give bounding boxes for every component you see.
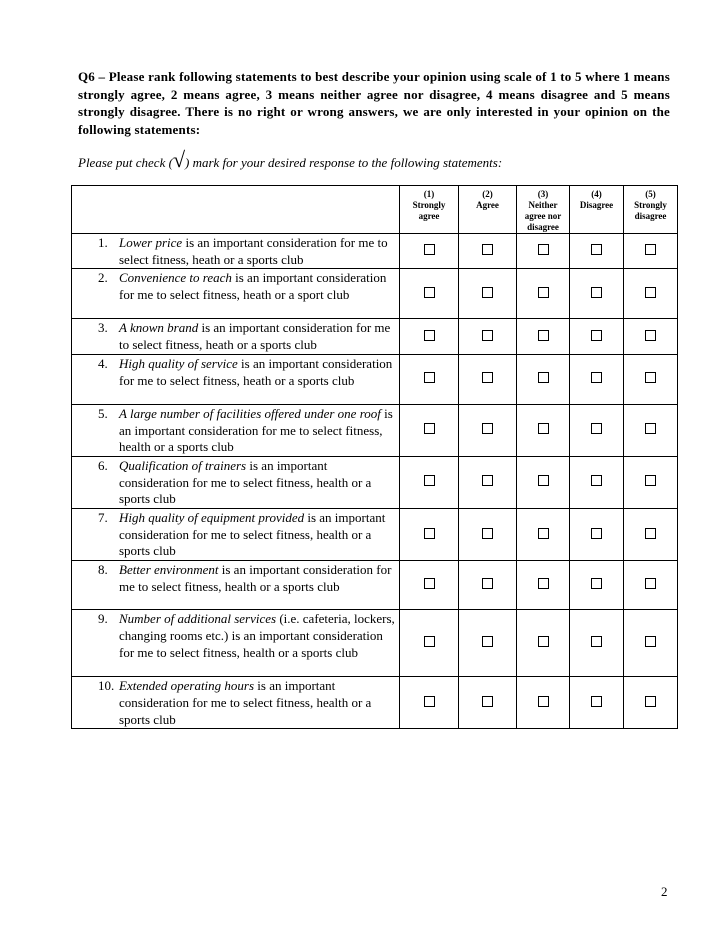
scale-header-line: (5) bbox=[645, 189, 656, 199]
response-checkbox-3[interactable] bbox=[538, 696, 549, 707]
response-checkbox-1[interactable] bbox=[424, 244, 435, 255]
response-cell bbox=[400, 561, 459, 610]
response-cell bbox=[400, 677, 459, 729]
statement-cell bbox=[72, 354, 400, 404]
response-checkbox-1[interactable] bbox=[424, 528, 435, 539]
response-cell bbox=[624, 561, 678, 610]
statement-row bbox=[72, 509, 678, 561]
response-checkbox-3[interactable] bbox=[538, 287, 549, 298]
response-cell bbox=[459, 319, 517, 354]
response-checkbox-4[interactable] bbox=[591, 578, 602, 589]
response-checkbox-2[interactable] bbox=[482, 372, 493, 383]
response-checkbox-5[interactable] bbox=[645, 423, 656, 434]
response-cell bbox=[570, 319, 624, 354]
response-cell bbox=[459, 456, 517, 508]
response-checkbox-1[interactable] bbox=[424, 636, 435, 647]
response-cell bbox=[570, 610, 624, 677]
response-cell bbox=[624, 269, 678, 319]
response-checkbox-4[interactable] bbox=[591, 330, 602, 341]
statement-rest: is an important consideration for me to select fitness, health or a sports club bbox=[119, 405, 393, 455]
response-checkbox-2[interactable] bbox=[482, 475, 493, 486]
statement-number: 5. bbox=[98, 405, 108, 421]
page-number: 2 bbox=[661, 884, 668, 899]
scale-header-line: Strongly bbox=[634, 200, 667, 210]
response-cell bbox=[459, 354, 517, 404]
response-checkbox-4[interactable] bbox=[591, 244, 602, 255]
statement-cell bbox=[72, 234, 400, 269]
response-checkbox-5[interactable] bbox=[645, 528, 656, 539]
statement-cell bbox=[72, 269, 400, 319]
statement-number: 2. bbox=[98, 270, 108, 286]
response-checkbox-3[interactable] bbox=[538, 528, 549, 539]
response-cell bbox=[517, 234, 570, 269]
statement-italic-phrase: A large number of facilities offered under one roof bbox=[119, 405, 381, 421]
response-checkbox-3[interactable] bbox=[538, 330, 549, 341]
response-cell bbox=[570, 677, 624, 729]
response-checkbox-5[interactable] bbox=[645, 287, 656, 298]
response-cell bbox=[400, 319, 459, 354]
scale-header-3 bbox=[517, 186, 570, 234]
response-cell bbox=[624, 234, 678, 269]
statement-rest: is an important consideration for me to select fitness, heath or a sport club bbox=[119, 270, 387, 303]
statement-italic-phrase: Extended operating hours bbox=[119, 678, 255, 694]
instruction-prefix: Please put check ( bbox=[78, 155, 173, 170]
statement-cell bbox=[72, 610, 400, 677]
statement-cell bbox=[72, 456, 400, 508]
check-mark-icon: √ bbox=[172, 147, 186, 172]
response-cell bbox=[624, 677, 678, 729]
response-cell bbox=[459, 234, 517, 269]
instruction-text bbox=[78, 147, 678, 173]
response-cell bbox=[517, 677, 570, 729]
statement-rest: (i.e. cafeteria, lockers, changing rooms etc.) is an important consideration for me to select fitness, health or a sports club bbox=[119, 611, 395, 660]
response-checkbox-4[interactable] bbox=[591, 372, 602, 383]
statement-row bbox=[72, 234, 678, 269]
response-checkbox-5[interactable] bbox=[645, 244, 656, 255]
response-cell bbox=[624, 509, 678, 561]
statement-cell bbox=[72, 561, 400, 610]
statement-cell bbox=[72, 319, 400, 354]
statement-row bbox=[72, 354, 678, 404]
statement-rest: is an important consideration for me to select fitness, health or a sports club bbox=[119, 457, 372, 507]
statement-number: 9. bbox=[98, 611, 108, 627]
scale-header-1 bbox=[400, 186, 459, 234]
response-checkbox-3[interactable] bbox=[538, 423, 549, 434]
response-checkbox-2[interactable] bbox=[482, 528, 493, 539]
response-checkbox-5[interactable] bbox=[645, 578, 656, 589]
response-checkbox-5[interactable] bbox=[645, 636, 656, 647]
response-cell bbox=[459, 610, 517, 677]
statement-header-cell bbox=[72, 186, 400, 234]
statement-rest: is an important consideration for me to select fitness, health or a sports club bbox=[119, 678, 372, 727]
statement-text bbox=[72, 320, 399, 353]
statement-number: 8. bbox=[98, 562, 108, 578]
scale-header-line: disagree bbox=[527, 222, 559, 232]
statement-text bbox=[72, 356, 399, 389]
scale-header-5 bbox=[624, 186, 678, 234]
response-cell bbox=[517, 456, 570, 508]
statement-text bbox=[72, 235, 399, 268]
scale-header-line: Strongly bbox=[412, 200, 446, 210]
response-cell bbox=[624, 456, 678, 508]
statement-cell bbox=[72, 509, 400, 561]
response-checkbox-1[interactable] bbox=[424, 372, 435, 383]
statement-row bbox=[72, 456, 678, 508]
response-checkbox-2[interactable] bbox=[482, 330, 493, 341]
response-checkbox-3[interactable] bbox=[538, 372, 549, 383]
statement-row bbox=[72, 319, 678, 354]
statement-italic-phrase: Qualification of trainers bbox=[119, 457, 247, 473]
scale-header-line: agree nor bbox=[524, 211, 562, 221]
response-checkbox-3[interactable] bbox=[538, 244, 549, 255]
response-cell bbox=[517, 319, 570, 354]
response-checkbox-2[interactable] bbox=[482, 578, 493, 589]
response-checkbox-4[interactable] bbox=[591, 528, 602, 539]
response-cell bbox=[400, 509, 459, 561]
response-checkbox-2[interactable] bbox=[482, 423, 493, 434]
response-cell bbox=[517, 404, 570, 456]
statement-rest: is an important consideration for me to select fitness, health or a sports club bbox=[119, 510, 386, 559]
response-cell bbox=[517, 561, 570, 610]
response-checkbox-1[interactable] bbox=[424, 330, 435, 341]
statement-italic-phrase: Number of additional services bbox=[119, 611, 277, 627]
response-checkbox-5[interactable] bbox=[645, 372, 656, 383]
response-cell bbox=[400, 234, 459, 269]
statement-rest: is an important consideration for me to select fitness, heath or a sports club bbox=[119, 235, 388, 267]
response-cell bbox=[400, 269, 459, 319]
statement-rest: is an important consideration for me to select fitness, health or a sports club bbox=[119, 562, 392, 594]
response-checkbox-3[interactable] bbox=[538, 636, 549, 647]
response-checkbox-1[interactable] bbox=[424, 696, 435, 707]
response-checkbox-2[interactable] bbox=[482, 636, 493, 647]
response-cell bbox=[400, 354, 459, 404]
response-checkbox-5[interactable] bbox=[645, 696, 656, 707]
response-checkbox-4[interactable] bbox=[591, 287, 602, 298]
statement-number: 10. bbox=[98, 678, 115, 694]
response-cell bbox=[570, 234, 624, 269]
statement-text bbox=[72, 678, 399, 728]
response-cell bbox=[517, 269, 570, 319]
rating-table bbox=[71, 185, 678, 729]
scale-header-4 bbox=[570, 186, 624, 234]
response-cell bbox=[400, 456, 459, 508]
statement-number: 1. bbox=[98, 235, 108, 250]
response-cell bbox=[459, 561, 517, 610]
response-cell bbox=[570, 456, 624, 508]
statement-text bbox=[72, 406, 399, 456]
response-checkbox-1[interactable] bbox=[424, 287, 435, 298]
statement-number: 3. bbox=[98, 320, 108, 336]
scale-header-line: Disagree bbox=[579, 200, 614, 210]
response-checkbox-2[interactable] bbox=[482, 244, 493, 255]
response-checkbox-1[interactable] bbox=[424, 578, 435, 589]
response-checkbox-1[interactable] bbox=[424, 475, 435, 486]
statement-text bbox=[72, 510, 399, 560]
scale-header-line: (2) bbox=[482, 189, 493, 199]
response-checkbox-3[interactable] bbox=[538, 475, 549, 486]
question-text: Q6 – Please rank following statements to best describe your opinion using scale of 1 to 5 where 1 means strongly agree, 2 means agree, 3 means neither agree nor disagree, 4 means disagree and 5 means strongly disagree. There is no right or wrong answers, we are only interested in your opinion on the following statements: bbox=[78, 69, 670, 137]
response-cell bbox=[570, 561, 624, 610]
response-cell bbox=[459, 677, 517, 729]
scale-header-2 bbox=[459, 186, 517, 234]
response-checkbox-3[interactable] bbox=[538, 578, 549, 589]
scale-header-row bbox=[72, 186, 678, 234]
statement-italic-phrase: A known brand bbox=[119, 320, 199, 336]
statement-text bbox=[72, 458, 399, 508]
statement-italic-phrase: Lower price bbox=[119, 235, 183, 250]
response-checkbox-2[interactable] bbox=[482, 287, 493, 298]
statement-italic-phrase: Better environment bbox=[119, 562, 219, 578]
scale-header-line: (4) bbox=[591, 189, 602, 199]
response-checkbox-5[interactable] bbox=[645, 475, 656, 486]
statement-number: 4. bbox=[98, 355, 108, 371]
response-cell bbox=[459, 404, 517, 456]
statement-row bbox=[72, 677, 678, 729]
response-cell bbox=[570, 509, 624, 561]
statement-text bbox=[72, 562, 399, 595]
response-cell bbox=[570, 354, 624, 404]
statement-text bbox=[72, 611, 399, 661]
statement-row bbox=[72, 269, 678, 319]
response-cell bbox=[624, 319, 678, 354]
response-cell bbox=[459, 269, 517, 319]
response-cell bbox=[517, 354, 570, 404]
response-cell bbox=[570, 404, 624, 456]
scale-header-line: (1) bbox=[423, 189, 435, 199]
scale-header-line: disagree bbox=[634, 211, 667, 221]
response-checkbox-2[interactable] bbox=[482, 696, 493, 707]
response-checkbox-4[interactable] bbox=[591, 423, 602, 434]
statement-italic-phrase: High quality of service bbox=[119, 355, 238, 371]
statement-italic-phrase: High quality of equipment provided bbox=[119, 510, 305, 526]
response-cell bbox=[624, 610, 678, 677]
scale-header-line: Agree bbox=[476, 200, 499, 210]
statement-row bbox=[72, 610, 678, 677]
scale-header-line: agree bbox=[418, 211, 440, 221]
response-cell bbox=[517, 509, 570, 561]
response-cell bbox=[624, 404, 678, 456]
statement-rest: is an important consideration for me to select fitness, heath or a sports club bbox=[119, 355, 393, 388]
instruction-suffix: ) mark for your desired response to the following statements: bbox=[185, 155, 503, 170]
response-cell bbox=[517, 610, 570, 677]
scale-header-line: Neither bbox=[528, 200, 558, 210]
response-cell bbox=[400, 404, 459, 456]
response-checkbox-4[interactable] bbox=[591, 636, 602, 647]
response-cell bbox=[459, 509, 517, 561]
statement-row bbox=[72, 561, 678, 610]
response-checkbox-4[interactable] bbox=[591, 696, 602, 707]
response-checkbox-4[interactable] bbox=[591, 475, 602, 486]
statement-number: 7. bbox=[98, 510, 108, 526]
scale-header-line: (3) bbox=[537, 189, 549, 199]
statement-cell bbox=[72, 677, 400, 729]
response-cell bbox=[624, 354, 678, 404]
statement-rest: is an important consideration for me to select fitness, heath or a sports club bbox=[119, 320, 391, 353]
statement-text bbox=[72, 270, 399, 303]
response-checkbox-5[interactable] bbox=[645, 330, 656, 341]
statement-row bbox=[72, 404, 678, 456]
statement-italic-phrase: Convenience to reach bbox=[119, 270, 232, 286]
response-checkbox-1[interactable] bbox=[424, 423, 435, 434]
statement-number: 6. bbox=[98, 457, 108, 473]
response-cell bbox=[570, 269, 624, 319]
response-cell bbox=[400, 610, 459, 677]
statement-cell bbox=[72, 404, 400, 456]
